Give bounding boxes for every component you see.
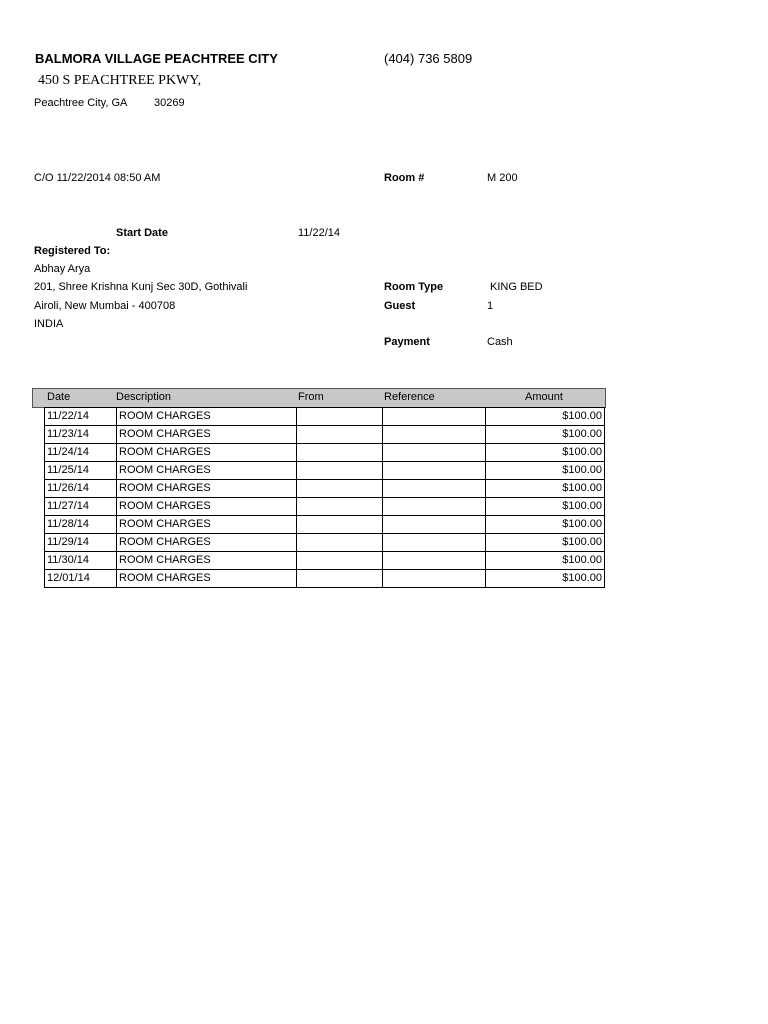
guest-label: Guest xyxy=(384,300,416,312)
table-row xyxy=(45,444,605,462)
checkout-datetime: C/O 11/22/2014 08:50 AM xyxy=(34,172,161,184)
column-header-date: Date xyxy=(47,391,71,403)
registered-country: INDIA xyxy=(34,318,64,330)
hotel-phone: (404) 736 5809 xyxy=(384,51,473,66)
cell-reference xyxy=(383,516,486,534)
table-row xyxy=(45,516,605,534)
cell-date: 11/24/14 xyxy=(45,444,117,462)
payment-label: Payment xyxy=(384,336,430,348)
cell-amount: $100.00 xyxy=(486,552,605,570)
cell-from xyxy=(297,408,383,426)
registered-address-line2: Airoli, New Mumbai - 400708 xyxy=(34,300,176,312)
cell-description: ROOM CHARGES xyxy=(117,462,297,480)
room-type-value: KING BED xyxy=(490,281,543,293)
cell-reference xyxy=(383,570,486,588)
cell-amount: $100.00 xyxy=(486,426,605,444)
cell-description: ROOM CHARGES xyxy=(117,408,297,426)
cell-description: ROOM CHARGES xyxy=(117,444,297,462)
cell-description: ROOM CHARGES xyxy=(117,426,297,444)
cell-from xyxy=(297,426,383,444)
cell-date: 12/01/14 xyxy=(45,570,117,588)
registered-to-label: Registered To: xyxy=(34,245,111,257)
cell-date: 11/27/14 xyxy=(45,498,117,516)
table-row xyxy=(45,480,605,498)
table-row xyxy=(45,552,605,570)
cell-from xyxy=(297,552,383,570)
cell-description: ROOM CHARGES xyxy=(117,498,297,516)
start-date-label: Start Date xyxy=(116,227,168,239)
registered-name: Abhay Arya xyxy=(34,263,91,275)
cell-from xyxy=(297,516,383,534)
cell-amount: $100.00 xyxy=(486,408,605,426)
cell-from xyxy=(297,534,383,552)
guest-value: 1 xyxy=(487,300,494,312)
cell-reference xyxy=(383,462,486,480)
table-row xyxy=(45,408,605,426)
cell-reference xyxy=(383,426,486,444)
cell-date: 11/22/14 xyxy=(45,408,117,426)
cell-from xyxy=(297,498,383,516)
cell-date: 11/23/14 xyxy=(45,426,117,444)
cell-from xyxy=(297,462,383,480)
column-header-from: From xyxy=(298,391,324,403)
cell-date: 11/28/14 xyxy=(45,516,117,534)
cell-reference xyxy=(383,552,486,570)
room-type-label: Room Type xyxy=(384,281,444,293)
cell-description: ROOM CHARGES xyxy=(117,552,297,570)
charges-table-body xyxy=(45,408,605,588)
cell-amount: $100.00 xyxy=(486,570,605,588)
table-row xyxy=(45,426,605,444)
cell-reference xyxy=(383,498,486,516)
cell-from xyxy=(297,444,383,462)
table-row xyxy=(45,534,605,552)
table-row xyxy=(45,570,605,588)
registered-address-line1: 201, Shree Krishna Kunj Sec 30D, Gothivali xyxy=(34,281,248,293)
cell-amount: $100.00 xyxy=(486,444,605,462)
cell-amount: $100.00 xyxy=(486,462,605,480)
cell-reference xyxy=(383,534,486,552)
cell-description: ROOM CHARGES xyxy=(117,570,297,588)
cell-from xyxy=(297,570,383,588)
room-number-value: M 200 xyxy=(487,172,518,184)
cell-amount: $100.00 xyxy=(486,498,605,516)
hotel-zip: 30269 xyxy=(154,97,185,109)
column-header-reference: Reference xyxy=(384,391,435,403)
cell-description: ROOM CHARGES xyxy=(117,534,297,552)
payment-value: Cash xyxy=(487,336,513,348)
hotel-address: 450 S PEACHTREE PKWY, xyxy=(38,73,202,88)
table-header xyxy=(32,388,606,408)
column-header-amount: Amount xyxy=(525,391,563,403)
cell-reference xyxy=(383,408,486,426)
cell-description: ROOM CHARGES xyxy=(117,480,297,498)
cell-amount: $100.00 xyxy=(486,534,605,552)
cell-amount: $100.00 xyxy=(486,480,605,498)
cell-date: 11/25/14 xyxy=(45,462,117,480)
table-row xyxy=(45,498,605,516)
column-header-description: Description xyxy=(116,391,172,403)
start-date-value: 11/22/14 xyxy=(298,227,341,239)
cell-reference xyxy=(383,480,486,498)
cell-date: 11/29/14 xyxy=(45,534,117,552)
hotel-name: BALMORA VILLAGE PEACHTREE CITY xyxy=(35,51,278,66)
cell-date: 11/30/14 xyxy=(45,552,117,570)
cell-date: 11/26/14 xyxy=(45,480,117,498)
charges-table xyxy=(44,407,605,588)
table-row xyxy=(45,462,605,480)
hotel-city-state: Peachtree City, GA xyxy=(34,97,128,109)
cell-amount: $100.00 xyxy=(486,516,605,534)
cell-from xyxy=(297,480,383,498)
cell-reference xyxy=(383,444,486,462)
cell-description: ROOM CHARGES xyxy=(117,516,297,534)
room-number-label: Room # xyxy=(384,172,425,184)
